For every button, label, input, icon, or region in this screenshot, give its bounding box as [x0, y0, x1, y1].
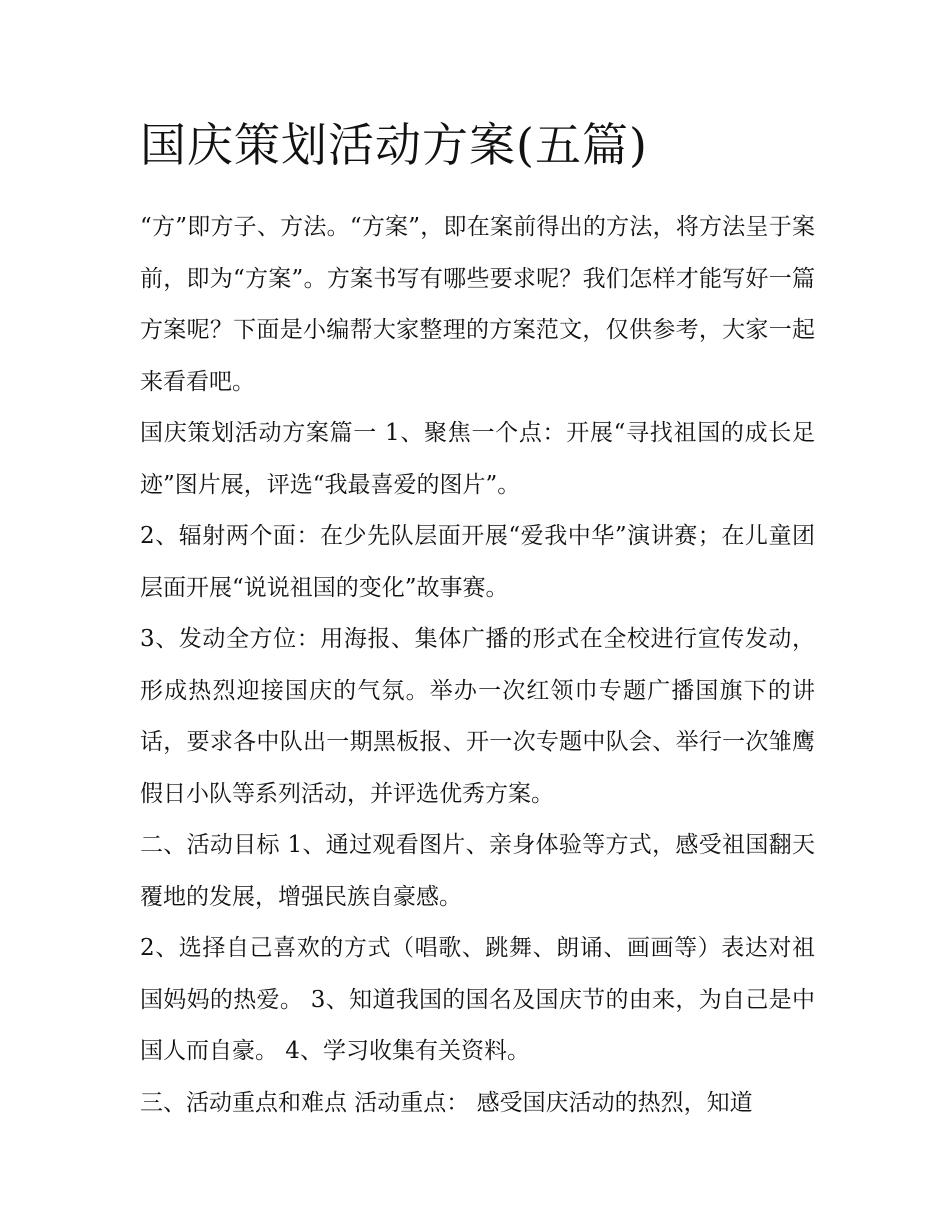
paragraph-plan-one-item-1: 国庆策划活动方案篇一 1、聚焦一个点：开展“寻找祖国的成长足迹”图片展，评选“我最喜爱的图片”。 — [140, 420, 815, 498]
paragraph-intro: “方”即方子、方法。“方案”，即在案前得出的方法，将方法呈于案前，即为“方案”。方案书写有哪些要求呢？我们怎样才能写好一篇方案呢？下面是小编帮大家整理的方案范文，仅供参考，大家一起来看看吧。 — [140, 214, 815, 395]
paragraph-plan-one-item-3: 3、发动全方位：用海报、集体广播的形式在全校进行宣传发动，形成热烈迎接国庆的气氛。举办一次红领巾专题广播国旗下的讲话，要求各中队出一期黑板报、开一次专题中队会、举行一次雏鹰假日小队等系列活动，并评选优秀方案。 — [140, 626, 815, 807]
paragraph-key-points: 三、活动重点和难点 活动重点： 感受国庆活动的热烈，知道 — [140, 1089, 753, 1116]
paragraph-plan-one-item-2: 2、辐射两个面：在少先队层面开展“爱我中华”演讲赛；在儿童团层面开展“说说祖国的变化”故事赛。 — [140, 523, 815, 601]
paragraph-activity-goals: 二、活动目标 1、通过观看图片、亲身体验等方式，感受祖国翻天覆地的发展，增强民族自豪感。 — [140, 832, 815, 910]
paragraph-goals-continued: 2、选择自己喜欢的方式（唱歌、跳舞、朗诵、画画等）表达对祖国妈妈的热爱。 3、知道我国的国名及国庆节的由来，为自己是中国人而自豪。 4、学习收集有关资料。 — [140, 935, 815, 1064]
document-title: 国庆策划活动方案(五篇) — [140, 118, 648, 172]
document-page — [140, 110, 815, 1129]
